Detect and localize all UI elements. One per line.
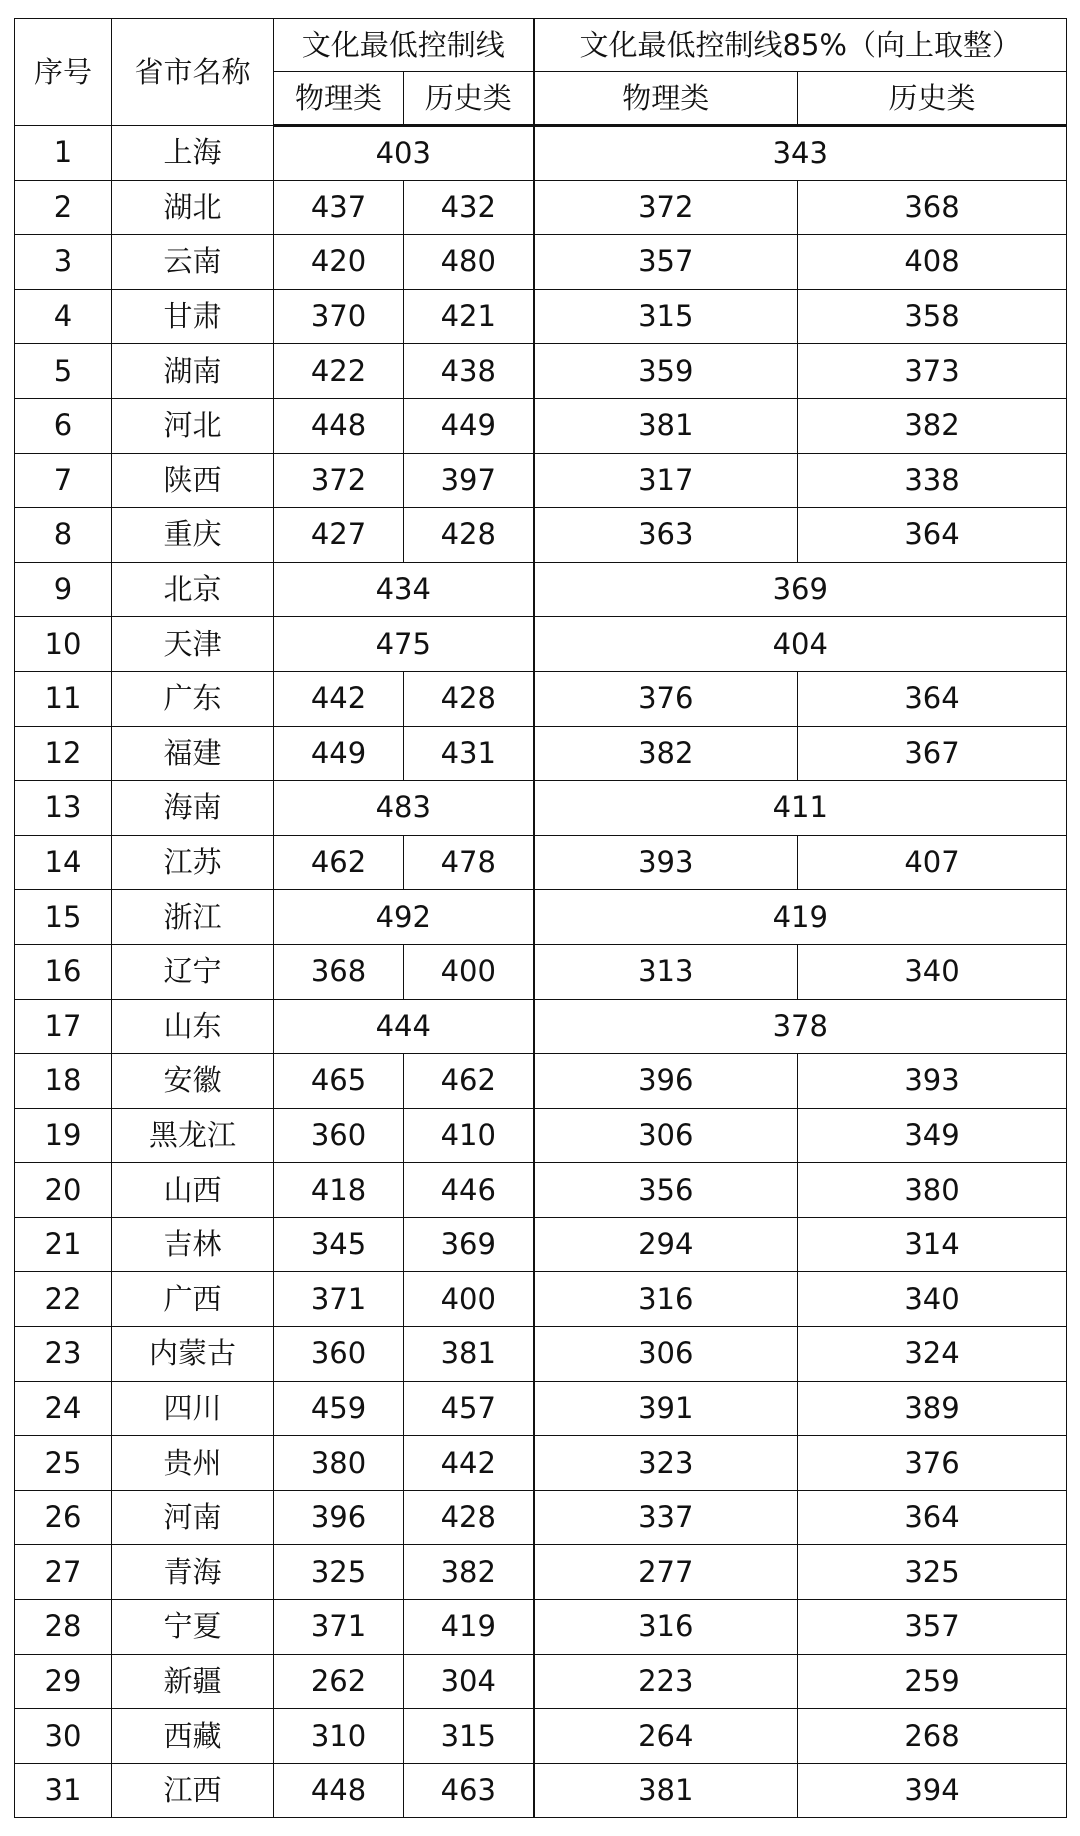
row-85-physics: 316	[534, 1272, 798, 1327]
row-index: 21	[15, 1217, 112, 1272]
row-min-history: 478	[404, 835, 534, 890]
header-min-control-line: 文化最低控制线	[274, 19, 534, 72]
row-region-name: 山东	[112, 999, 274, 1054]
row-index: 17	[15, 999, 112, 1054]
row-min-history: 382	[404, 1545, 534, 1600]
row-min-history: 457	[404, 1381, 534, 1436]
row-85-physics: 363	[534, 508, 798, 563]
row-85-physics: 393	[534, 835, 798, 890]
row-min-history: 462	[404, 1054, 534, 1109]
row-85-physics: 323	[534, 1436, 798, 1491]
row-85-physics: 317	[534, 453, 798, 508]
row-region-name: 甘肃	[112, 289, 274, 344]
row-85-physics: 313	[534, 944, 798, 999]
row-85-history: 389	[798, 1381, 1067, 1436]
row-index: 27	[15, 1545, 112, 1600]
row-85-physics: 382	[534, 726, 798, 781]
row-region-name: 江苏	[112, 835, 274, 890]
row-85-physics: 357	[534, 235, 798, 290]
row-85-combined: 419	[534, 890, 1067, 945]
header-row-top	[15, 19, 1067, 72]
row-index: 19	[15, 1108, 112, 1163]
row-min-history: 419	[404, 1600, 534, 1655]
row-index: 23	[15, 1327, 112, 1382]
row-min-physics: 420	[274, 235, 404, 290]
row-index: 29	[15, 1654, 112, 1709]
row-min-physics: 396	[274, 1490, 404, 1545]
row-85-history: 325	[798, 1545, 1067, 1600]
row-min-history: 400	[404, 944, 534, 999]
row-min-physics: 465	[274, 1054, 404, 1109]
row-min-physics: 442	[274, 671, 404, 726]
table-row	[15, 1654, 1067, 1709]
row-min-history: 442	[404, 1436, 534, 1491]
row-index: 3	[15, 235, 112, 290]
header-region: 省市名称	[112, 19, 274, 126]
header-85-physics: 物理类	[534, 72, 798, 126]
row-min-combined: 434	[274, 562, 534, 617]
row-index: 5	[15, 344, 112, 399]
row-min-physics: 368	[274, 944, 404, 999]
row-min-combined: 403	[274, 126, 534, 181]
row-min-history: 449	[404, 398, 534, 453]
row-85-physics: 356	[534, 1163, 798, 1218]
table-row	[15, 344, 1067, 399]
row-85-history: 367	[798, 726, 1067, 781]
row-min-history: 428	[404, 508, 534, 563]
row-index: 9	[15, 562, 112, 617]
row-region-name: 辽宁	[112, 944, 274, 999]
row-85-physics: 337	[534, 1490, 798, 1545]
row-region-name: 河北	[112, 398, 274, 453]
row-min-physics: 370	[274, 289, 404, 344]
row-index: 1	[15, 126, 112, 181]
row-region-name: 北京	[112, 562, 274, 617]
row-index: 4	[15, 289, 112, 344]
row-min-combined: 444	[274, 999, 534, 1054]
row-region-name: 内蒙古	[112, 1327, 274, 1382]
row-region-name: 广西	[112, 1272, 274, 1327]
row-85-physics: 294	[534, 1217, 798, 1272]
row-min-physics: 262	[274, 1654, 404, 1709]
row-min-history: 421	[404, 289, 534, 344]
row-index: 8	[15, 508, 112, 563]
table-row	[15, 126, 1067, 181]
row-region-name: 河南	[112, 1490, 274, 1545]
row-min-physics: 462	[274, 835, 404, 890]
table-row	[15, 944, 1067, 999]
row-min-physics: 371	[274, 1600, 404, 1655]
row-region-name: 贵州	[112, 1436, 274, 1491]
row-index: 31	[15, 1763, 112, 1818]
row-85-history: 357	[798, 1600, 1067, 1655]
table-row	[15, 1545, 1067, 1600]
row-region-name: 安徽	[112, 1054, 274, 1109]
row-index: 25	[15, 1436, 112, 1491]
row-min-history: 397	[404, 453, 534, 508]
row-index: 13	[15, 781, 112, 836]
row-index: 11	[15, 671, 112, 726]
row-85-physics: 316	[534, 1600, 798, 1655]
row-85-history: 268	[798, 1709, 1067, 1764]
row-85-physics: 277	[534, 1545, 798, 1600]
header-index: 序号	[15, 19, 112, 126]
row-min-history: 304	[404, 1654, 534, 1709]
row-85-history: 382	[798, 398, 1067, 453]
row-index: 30	[15, 1709, 112, 1764]
row-85-combined: 343	[534, 126, 1067, 181]
table-row	[15, 289, 1067, 344]
row-index: 16	[15, 944, 112, 999]
row-85-history: 340	[798, 944, 1067, 999]
row-index: 28	[15, 1600, 112, 1655]
row-min-history: 315	[404, 1709, 534, 1764]
row-min-history: 432	[404, 180, 534, 235]
row-85-history: 394	[798, 1763, 1067, 1818]
row-min-physics: 380	[274, 1436, 404, 1491]
row-85-physics: 381	[534, 398, 798, 453]
row-85-physics: 381	[534, 1763, 798, 1818]
row-85-physics: 223	[534, 1654, 798, 1709]
row-85-history: 368	[798, 180, 1067, 235]
row-85-physics: 359	[534, 344, 798, 399]
row-85-physics: 391	[534, 1381, 798, 1436]
row-min-physics: 437	[274, 180, 404, 235]
row-index: 14	[15, 835, 112, 890]
row-85-combined: 404	[534, 617, 1067, 672]
table-body	[15, 126, 1067, 1818]
row-85-combined: 378	[534, 999, 1067, 1054]
row-85-history: 259	[798, 1654, 1067, 1709]
row-85-physics: 372	[534, 180, 798, 235]
row-85-history: 407	[798, 835, 1067, 890]
row-min-physics: 360	[274, 1327, 404, 1382]
row-region-name: 四川	[112, 1381, 274, 1436]
table-row	[15, 1272, 1067, 1327]
row-85-history: 376	[798, 1436, 1067, 1491]
score-table-sheet	[14, 18, 1066, 1818]
row-index: 12	[15, 726, 112, 781]
table-row	[15, 1600, 1067, 1655]
row-region-name: 陕西	[112, 453, 274, 508]
row-85-physics: 376	[534, 671, 798, 726]
row-region-name: 西藏	[112, 1709, 274, 1764]
row-min-history: 400	[404, 1272, 534, 1327]
table-row	[15, 999, 1067, 1054]
row-min-history: 446	[404, 1163, 534, 1218]
header-min-physics: 物理类	[274, 72, 404, 126]
row-region-name: 广东	[112, 671, 274, 726]
row-85-physics: 315	[534, 289, 798, 344]
table-row	[15, 1381, 1067, 1436]
row-min-history: 369	[404, 1217, 534, 1272]
row-85-history: 364	[798, 508, 1067, 563]
row-85-history: 373	[798, 344, 1067, 399]
row-index: 24	[15, 1381, 112, 1436]
row-85-history: 408	[798, 235, 1067, 290]
row-min-combined: 492	[274, 890, 534, 945]
row-index: 6	[15, 398, 112, 453]
table-row	[15, 1054, 1067, 1109]
table-row	[15, 180, 1067, 235]
row-min-physics: 310	[274, 1709, 404, 1764]
row-region-name: 青海	[112, 1545, 274, 1600]
table-row	[15, 781, 1067, 836]
table-row	[15, 562, 1067, 617]
row-85-history: 340	[798, 1272, 1067, 1327]
row-85-combined: 411	[534, 781, 1067, 836]
row-min-physics: 459	[274, 1381, 404, 1436]
table-row	[15, 1108, 1067, 1163]
row-index: 15	[15, 890, 112, 945]
row-min-physics: 448	[274, 398, 404, 453]
row-min-history: 431	[404, 726, 534, 781]
row-85-physics: 306	[534, 1108, 798, 1163]
row-region-name: 海南	[112, 781, 274, 836]
table-row	[15, 398, 1067, 453]
row-min-history: 428	[404, 671, 534, 726]
table-row	[15, 835, 1067, 890]
row-min-physics: 422	[274, 344, 404, 399]
row-min-history: 381	[404, 1327, 534, 1382]
row-min-physics: 448	[274, 1763, 404, 1818]
row-85-history: 358	[798, 289, 1067, 344]
row-min-physics: 360	[274, 1108, 404, 1163]
table-header	[15, 19, 1067, 126]
row-min-history: 410	[404, 1108, 534, 1163]
row-85-history: 338	[798, 453, 1067, 508]
table-row	[15, 1436, 1067, 1491]
row-min-physics: 325	[274, 1545, 404, 1600]
row-min-physics: 418	[274, 1163, 404, 1218]
row-min-physics: 449	[274, 726, 404, 781]
table-row	[15, 1163, 1067, 1218]
row-region-name: 云南	[112, 235, 274, 290]
table-row	[15, 617, 1067, 672]
table-row	[15, 508, 1067, 563]
row-region-name: 浙江	[112, 890, 274, 945]
row-index: 22	[15, 1272, 112, 1327]
row-85-combined: 369	[534, 562, 1067, 617]
row-85-history: 364	[798, 1490, 1067, 1545]
table-row	[15, 1490, 1067, 1545]
row-index: 20	[15, 1163, 112, 1218]
row-min-physics: 371	[274, 1272, 404, 1327]
row-region-name: 湖北	[112, 180, 274, 235]
row-region-name: 吉林	[112, 1217, 274, 1272]
table-row	[15, 890, 1067, 945]
table-row	[15, 1327, 1067, 1382]
row-85-physics: 264	[534, 1709, 798, 1764]
row-85-history: 364	[798, 671, 1067, 726]
row-region-name: 福建	[112, 726, 274, 781]
row-region-name: 宁夏	[112, 1600, 274, 1655]
row-region-name: 天津	[112, 617, 274, 672]
row-index: 18	[15, 1054, 112, 1109]
header-min-control-line-85: 文化最低控制线85%（向上取整）	[534, 19, 1067, 72]
row-85-history: 324	[798, 1327, 1067, 1382]
row-85-physics: 396	[534, 1054, 798, 1109]
table-row	[15, 1709, 1067, 1764]
row-min-history: 480	[404, 235, 534, 290]
header-min-history: 历史类	[404, 72, 534, 126]
table-row	[15, 726, 1067, 781]
row-min-physics: 427	[274, 508, 404, 563]
row-region-name: 黑龙江	[112, 1108, 274, 1163]
row-85-history: 349	[798, 1108, 1067, 1163]
row-min-history: 463	[404, 1763, 534, 1818]
row-region-name: 上海	[112, 126, 274, 181]
row-min-history: 438	[404, 344, 534, 399]
row-min-physics: 372	[274, 453, 404, 508]
score-table	[14, 18, 1067, 1818]
row-min-combined: 483	[274, 781, 534, 836]
row-region-name: 江西	[112, 1763, 274, 1818]
row-region-name: 新疆	[112, 1654, 274, 1709]
table-row	[15, 1763, 1067, 1818]
table-row	[15, 671, 1067, 726]
row-85-history: 380	[798, 1163, 1067, 1218]
row-85-history: 393	[798, 1054, 1067, 1109]
row-region-name: 山西	[112, 1163, 274, 1218]
row-85-history: 314	[798, 1217, 1067, 1272]
row-region-name: 重庆	[112, 508, 274, 563]
table-row	[15, 235, 1067, 290]
row-region-name: 湖南	[112, 344, 274, 399]
row-min-physics: 345	[274, 1217, 404, 1272]
row-85-physics: 306	[534, 1327, 798, 1382]
row-index: 7	[15, 453, 112, 508]
row-min-combined: 475	[274, 617, 534, 672]
row-index: 10	[15, 617, 112, 672]
row-min-history: 428	[404, 1490, 534, 1545]
table-row	[15, 1217, 1067, 1272]
table-row	[15, 453, 1067, 508]
row-index: 2	[15, 180, 112, 235]
header-85-history: 历史类	[798, 72, 1067, 126]
row-index: 26	[15, 1490, 112, 1545]
